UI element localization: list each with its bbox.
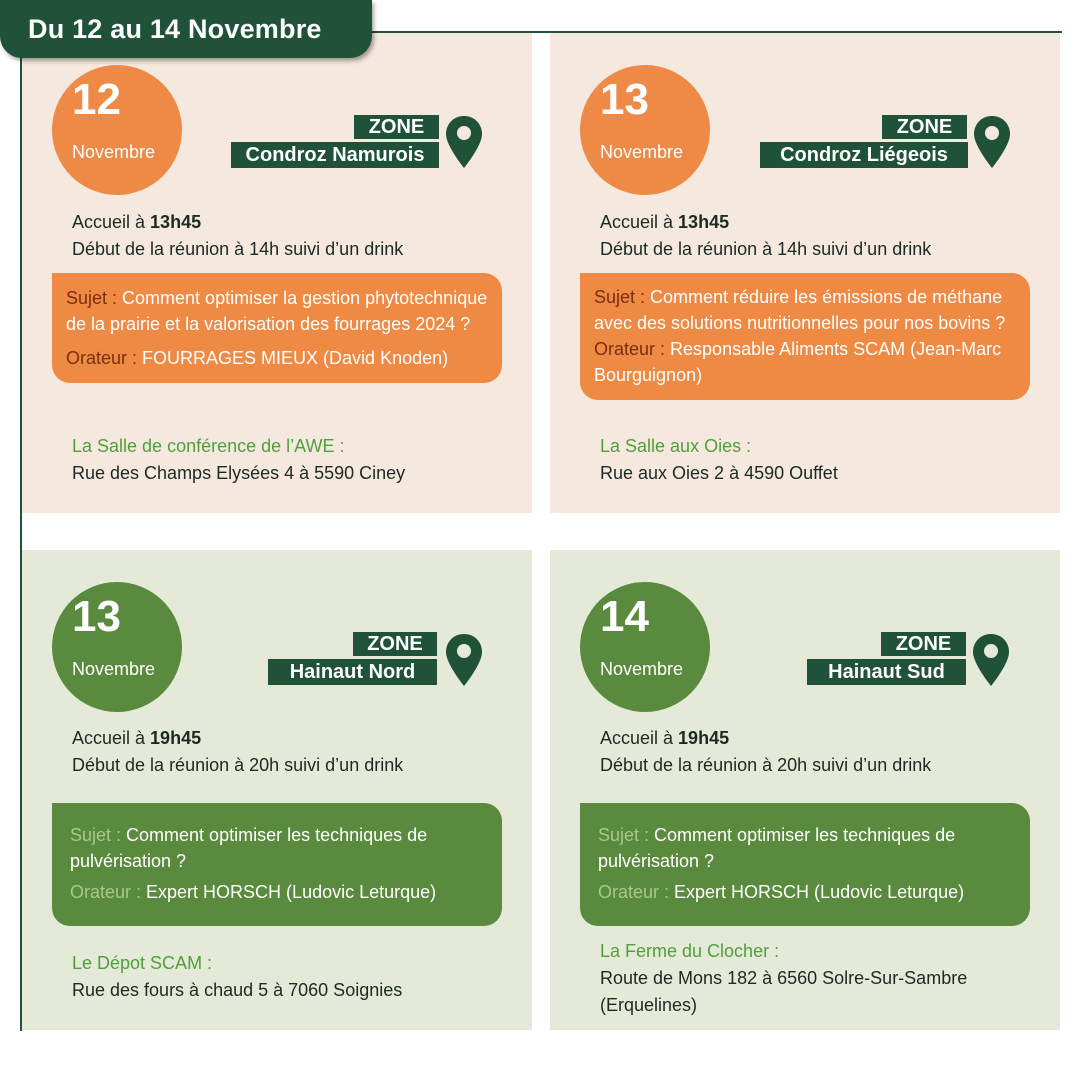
date-month: Novembre: [600, 659, 684, 679]
schedule: [600, 725, 931, 779]
venue: [72, 950, 402, 1004]
date-day: 13: [72, 592, 121, 641]
date-badge: [580, 582, 710, 712]
zone-name: Hainaut Nord: [268, 659, 437, 685]
venue-name: La Ferme du Clocher :: [600, 941, 780, 961]
event-card: [550, 550, 1060, 1030]
subject-box: [52, 803, 502, 926]
accueil-line: Accueil à 13h45: [600, 212, 730, 232]
schedule: [600, 209, 931, 263]
accueil-line: Accueil à 19h45: [600, 728, 730, 748]
location-pin-icon: [971, 633, 1011, 687]
venue: [600, 433, 838, 487]
venue-address: Rue aux Oies 2 à 4590 Ouffet: [600, 463, 838, 483]
date-month: Novembre: [72, 659, 156, 679]
venue: [72, 433, 405, 487]
sujet: Sujet : Comment optimiser les techniques de pulvérisation ?: [598, 825, 956, 871]
zone-name: Condroz Liégeois: [760, 142, 968, 168]
accueil-line: Accueil à 19h45: [72, 728, 202, 748]
date-day: 12: [72, 75, 121, 124]
date-day: 14: [600, 592, 649, 641]
zone-name: Hainaut Sud: [807, 659, 966, 685]
venue-address: Rue des Champs Elysées 4 à 5590 Ciney: [72, 463, 406, 483]
date-badge: [580, 65, 710, 195]
location-pin-icon: [444, 115, 484, 169]
event-card: [550, 33, 1060, 513]
venue: [600, 938, 980, 1019]
page-title: Du 12 au 14 Novembre: [0, 0, 372, 58]
event-card: [22, 550, 532, 1030]
debut-line: Début de la réunion à 14h suivi d’un drink: [600, 239, 932, 259]
subject-box: [580, 803, 1030, 926]
subject-box: [580, 273, 1030, 400]
date-day: 13: [600, 75, 649, 124]
date-month: Novembre: [600, 142, 684, 162]
debut-line: Début de la réunion à 20h suivi d’un drink: [72, 755, 404, 775]
date-month: Novembre: [72, 142, 156, 162]
schedule: [72, 209, 403, 263]
subject-box: [52, 273, 502, 383]
venue-name: Le Dépot SCAM :: [72, 953, 213, 973]
debut-line: Début de la réunion à 14h suivi d’un drink: [72, 239, 404, 259]
venue-address: Rue des fours à chaud 5 à 7060 Soignies: [72, 980, 403, 1000]
venue-name: La Salle de conférence de l’AWE :: [72, 436, 345, 456]
orateur: Orateur : Responsable Aliments SCAM (Jean-Marc Bourguignon): [594, 339, 1002, 385]
zone-label: ZONE: [882, 115, 967, 139]
date-badge: [52, 582, 182, 712]
sujet: Sujet : Comment optimiser les techniques de pulvérisation ?: [70, 825, 428, 871]
event-card: [22, 33, 532, 513]
venue-name: La Salle aux Oies :: [600, 436, 752, 456]
location-pin-icon: [444, 633, 484, 687]
venue-address: Route de Mons 182 à 6560 Solre-Sur-Sambre (Erquelines): [600, 968, 968, 1015]
location-pin-icon: [972, 115, 1012, 169]
zone-label: ZONE: [354, 115, 439, 139]
sujet: Sujet : Comment optimiser la gestion phytotechnique de la prairie et la valorisation des fourrages 2024 ?: [66, 288, 488, 334]
zone-label: ZONE: [881, 632, 966, 656]
date-badge: [52, 65, 182, 195]
debut-line: Début de la réunion à 20h suivi d’un drink: [600, 755, 932, 775]
orateur: Orateur : FOURRAGES MIEUX (David Knoden): [66, 348, 449, 368]
zone-name: Condroz Namurois: [231, 142, 439, 168]
zone-label: ZONE: [353, 632, 437, 656]
accueil-line: Accueil à 13h45: [72, 212, 202, 232]
orateur: Orateur : Expert HORSCH (Ludovic Leturque): [70, 882, 437, 902]
orateur: Orateur : Expert HORSCH (Ludovic Leturque): [598, 882, 965, 902]
schedule: [72, 725, 403, 779]
sujet: Sujet : Comment réduire les émissions de méthane avec des solutions nutritionnelles pour nos bovins ?: [594, 287, 1006, 333]
